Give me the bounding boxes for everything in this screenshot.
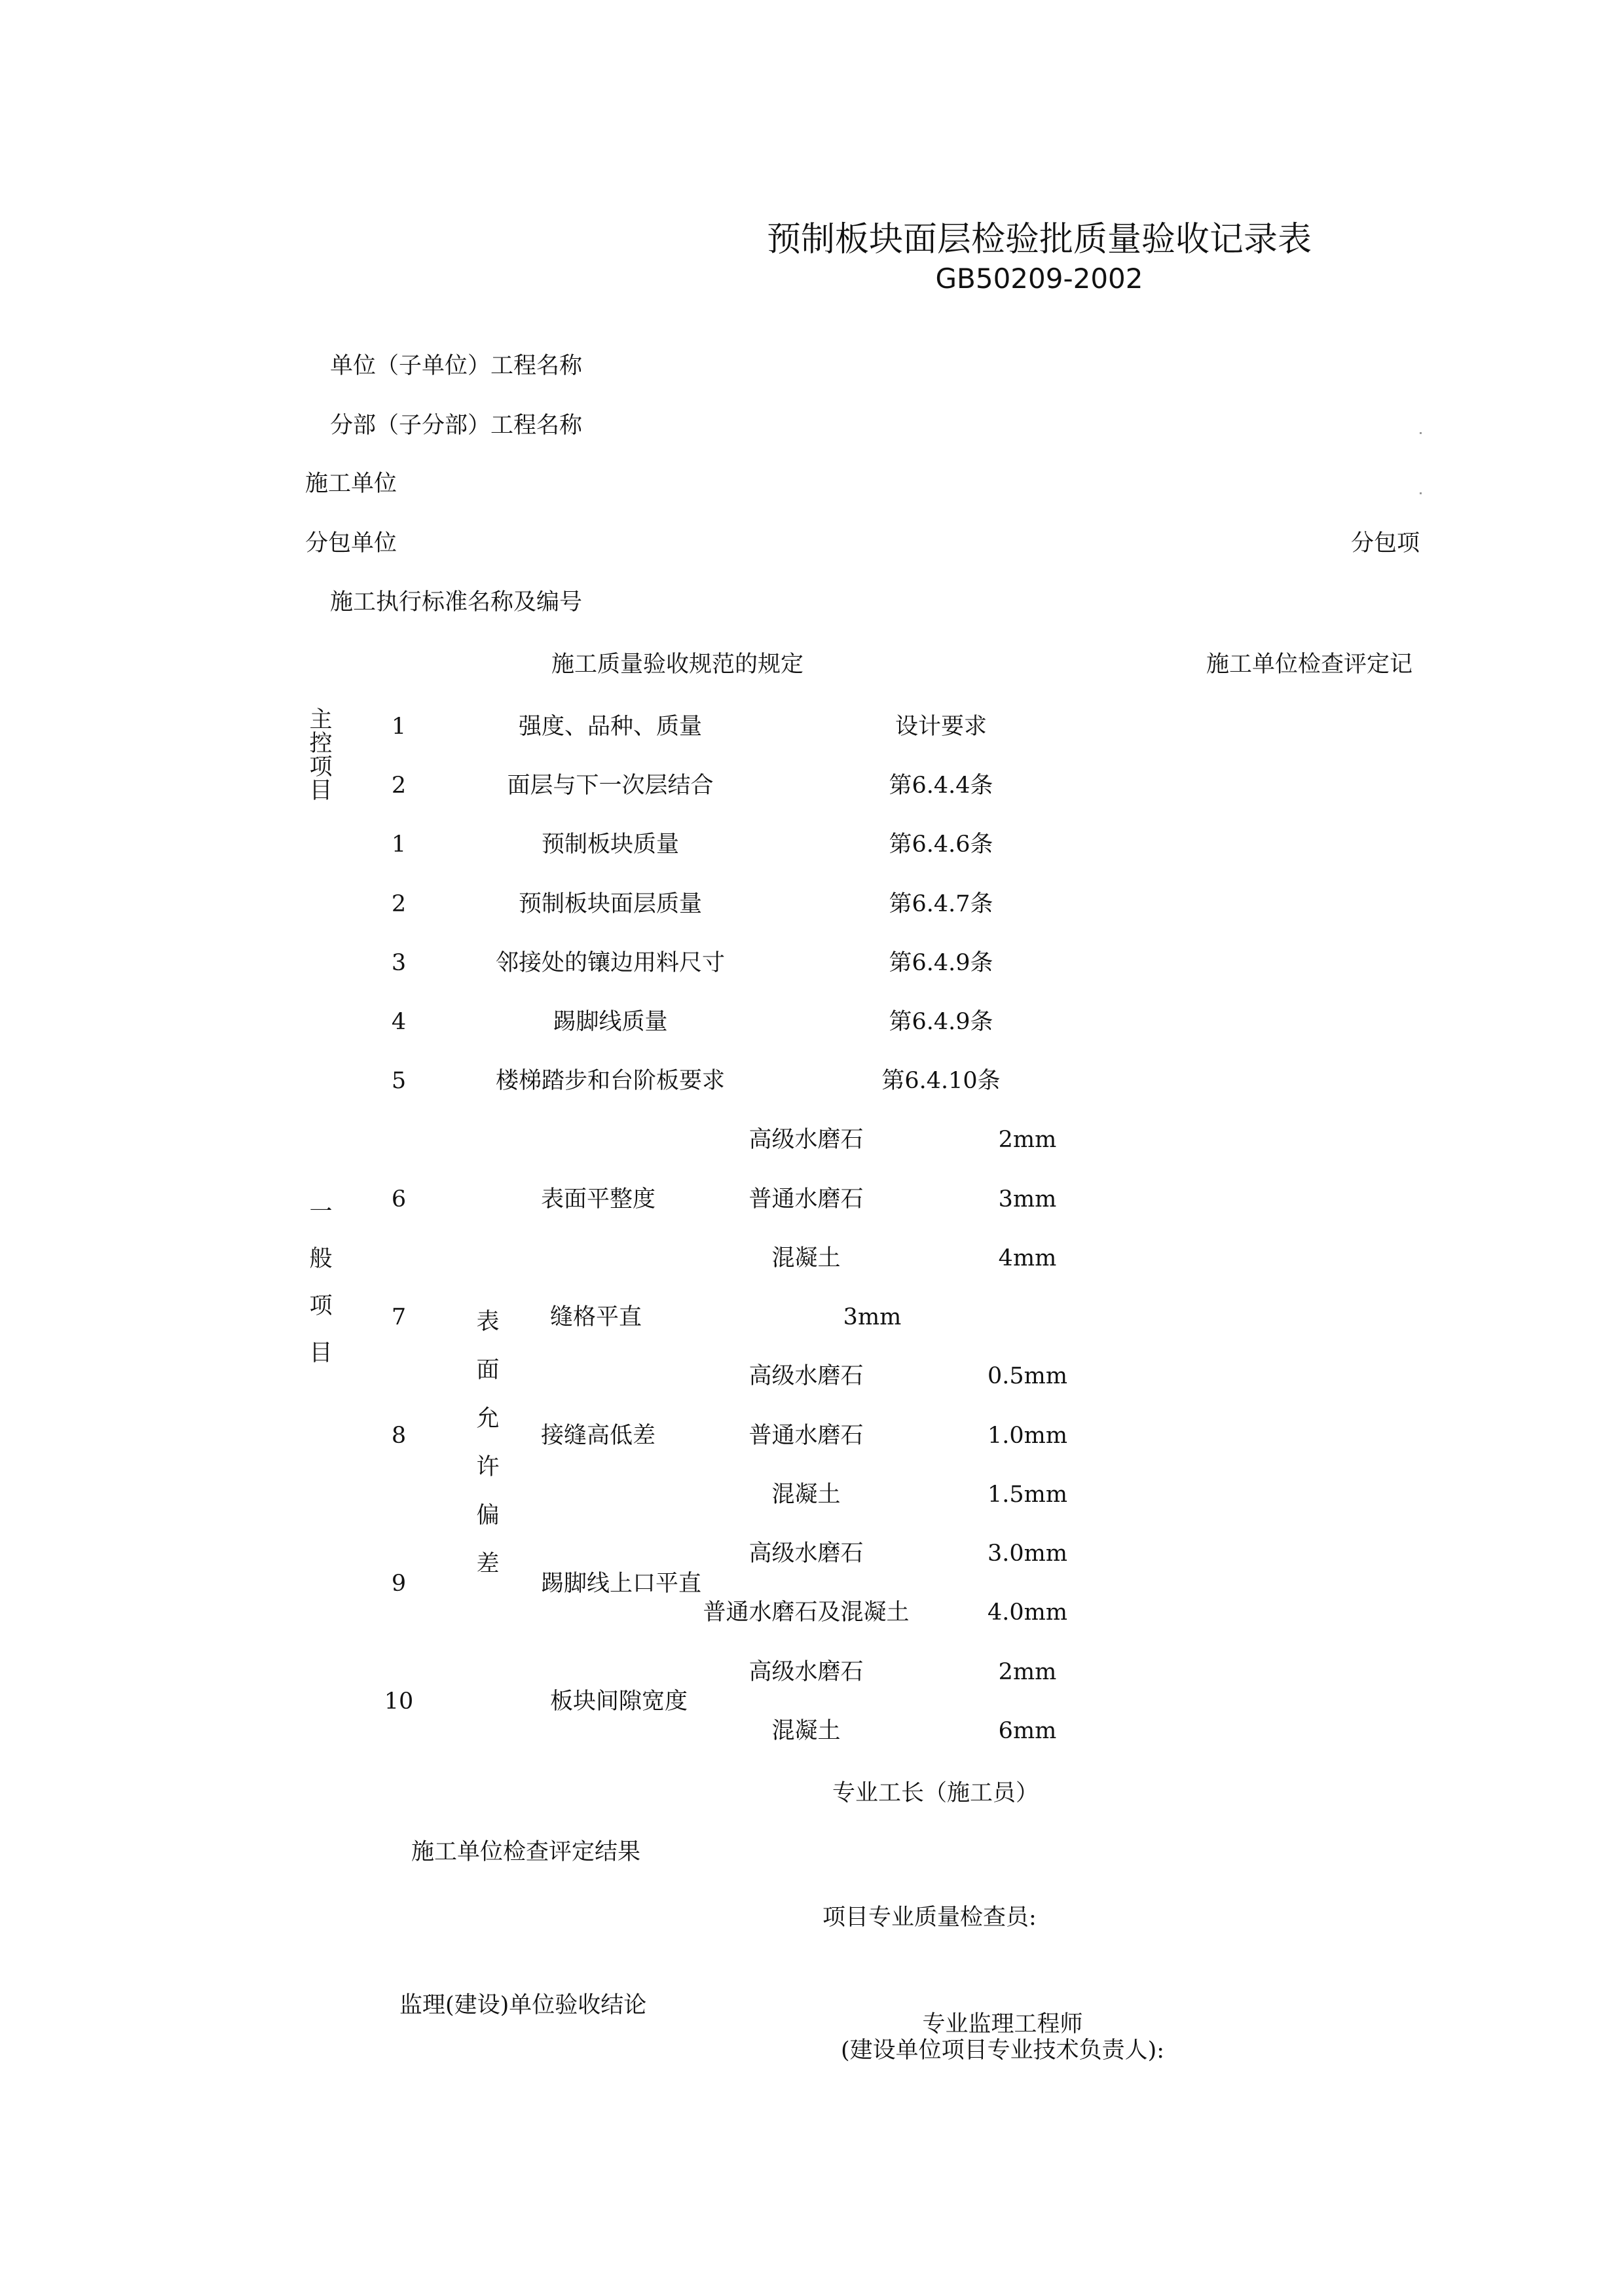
main-control-label: 主 控 项 目 [309, 707, 333, 804]
item-name: 缝格平直 [550, 1304, 642, 1330]
item-name: 接缝高低差 [540, 1423, 655, 1449]
deviation-label: 表 面 允 许 偏 差 [476, 1309, 500, 1577]
item-requirement: 设计要求 [895, 714, 987, 740]
check-result-label: 施工单位检查评定结果 [411, 1839, 641, 1865]
item-name: 邻接处的镶边用料尺寸 [495, 950, 726, 976]
tolerance-value: 3mm [843, 1304, 902, 1330]
general-label: 一 般 项 目 [309, 1199, 333, 1366]
item-name: 预制板块质量 [541, 831, 680, 858]
exec-standard-label: 施工执行标准名称及编号 [330, 589, 583, 615]
sub-type: 高级水磨石 [748, 1659, 864, 1685]
owner-rep-label: (建设单位项目专业技术负责人): [840, 2037, 1165, 2064]
unit-project-label: 单位（子单位）工程名称 [330, 353, 583, 379]
item-name: 板块间隙宽度 [550, 1688, 688, 1715]
item-name: 踢脚线上口平直 [540, 1571, 701, 1597]
sub-type: 高级水磨石 [748, 1127, 864, 1153]
sub-type: 混凝土 [771, 1482, 841, 1508]
item-number: 9 [391, 1571, 407, 1597]
item-number: 6 [391, 1186, 407, 1212]
item-requirement: 第6.4.7条 [889, 891, 993, 917]
item-name: 预制板块面层质量 [518, 891, 703, 917]
item-requirement: 第6.4.10条 [881, 1068, 1001, 1094]
subcontract-unit-label: 分包单位 [305, 530, 397, 556]
tolerance-value: 2mm [998, 1659, 1057, 1685]
sub-project-label: 分部（子分部）工程名称 [330, 412, 583, 439]
item-number: 2 [391, 891, 407, 917]
tolerance-value: 3mm [998, 1186, 1057, 1212]
item-name: 楼梯踏步和台阶板要求 [495, 1068, 726, 1094]
tolerance-value: 4.0mm [987, 1599, 1068, 1626]
tolerance-value: 6mm [998, 1718, 1057, 1744]
item-number: 1 [391, 831, 407, 858]
item-name: 表面平整度 [541, 1186, 656, 1212]
item-name: 踢脚线质量 [553, 1009, 668, 1035]
item-number: 5 [391, 1068, 407, 1094]
page-title: 预制板块面层检验批质量验收记录表 [766, 220, 1312, 259]
item-number: 7 [391, 1304, 407, 1330]
quality-inspector-label: 项目专业质量检查员: [822, 1904, 1037, 1931]
spec-rules-header: 施工质量验收规范的规定 [551, 651, 804, 678]
item-number: 10 [384, 1688, 414, 1715]
standard-code: GB50209-2002 [935, 263, 1143, 295]
item-number: 8 [391, 1423, 407, 1449]
tolerance-value: 2mm [998, 1127, 1057, 1153]
item-requirement: 第6.4.9条 [889, 1009, 993, 1035]
scan-dot [1420, 432, 1422, 434]
sub-type: 高级水磨石 [748, 1540, 864, 1567]
supervision-conclusion-label: 监理(建设)单位验收结论 [399, 1992, 647, 2018]
supervision-engineer-label: 专业监理工程师 [922, 2011, 1083, 2037]
tolerance-value: 0.5mm [987, 1363, 1068, 1389]
item-requirement: 第6.4.4条 [889, 773, 993, 799]
item-number: 1 [391, 714, 407, 740]
sub-type: 普通水磨石 [748, 1423, 864, 1449]
construction-unit-label: 施工单位 [305, 471, 397, 497]
item-number: 4 [391, 1009, 407, 1035]
sub-type: 普通水磨石及混凝土 [703, 1599, 910, 1626]
tolerance-value: 4mm [998, 1245, 1057, 1271]
item-number: 3 [391, 950, 407, 976]
item-name: 面层与下一次层结合 [507, 773, 714, 799]
tolerance-value: 1.5mm [987, 1482, 1068, 1508]
sub-type: 普通水磨石 [748, 1186, 864, 1212]
tolerance-value: 1.0mm [987, 1423, 1068, 1449]
tolerance-value: 3.0mm [987, 1540, 1068, 1567]
sub-type: 混凝土 [771, 1718, 841, 1744]
sub-type: 混凝土 [771, 1245, 841, 1271]
foreman-label: 专业工长（施工员） [832, 1780, 1039, 1806]
item-requirement: 第6.4.9条 [889, 950, 993, 976]
subcontract-item-label: 分包项 [1351, 530, 1420, 556]
sub-type: 高级水磨石 [748, 1363, 864, 1389]
check-record-header: 施工单位检查评定记 [1206, 651, 1413, 678]
item-requirement: 第6.4.6条 [889, 831, 993, 858]
item-number: 2 [391, 773, 407, 799]
item-name: 强度、品种、质量 [518, 714, 703, 740]
scan-dot [1420, 492, 1422, 494]
